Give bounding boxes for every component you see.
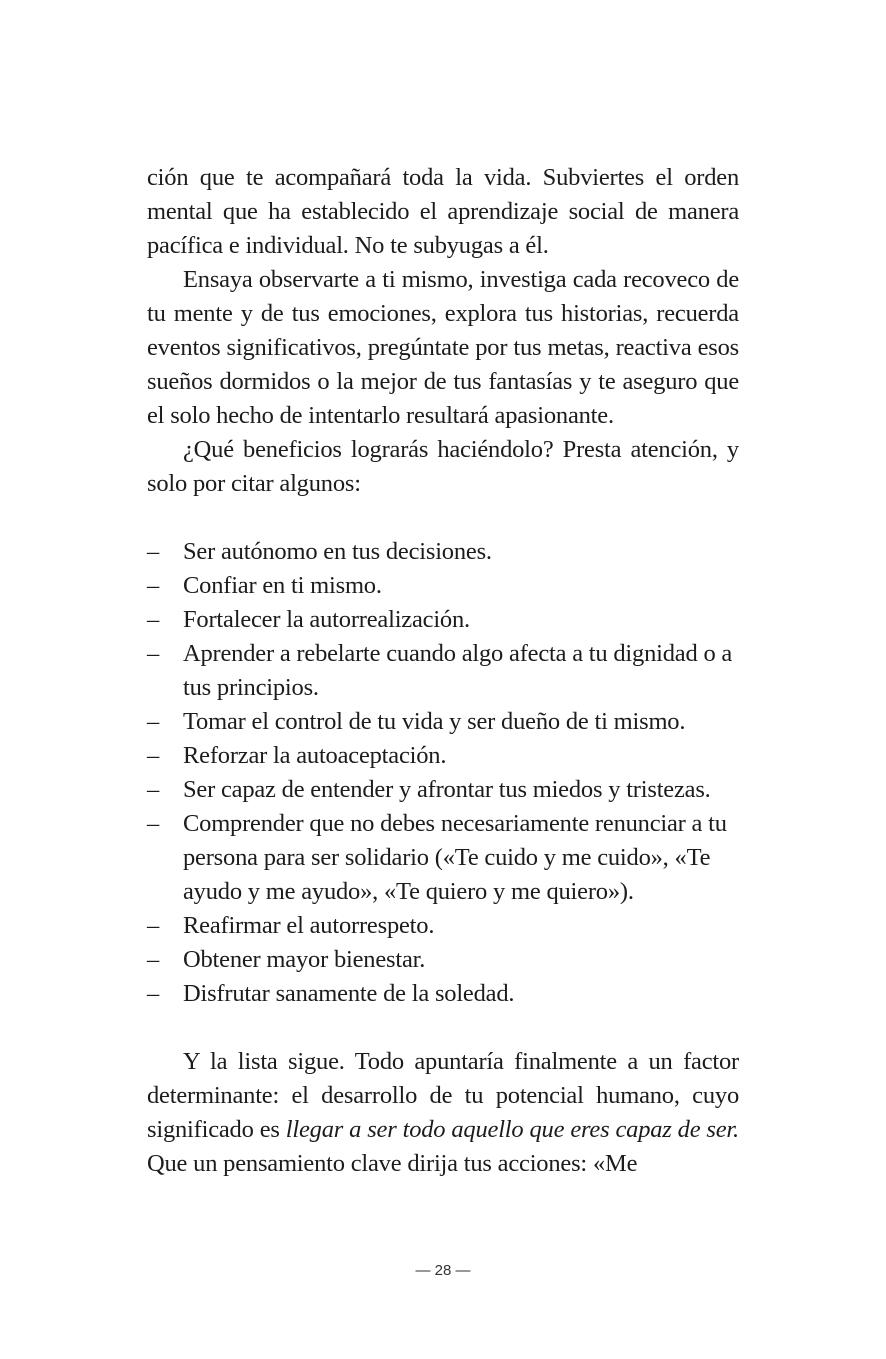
list-item-text: Comprender que no debes necesariamente renunciar a tu persona para ser solidario («Te cuido y me cuido», «Te ayudo y me ayudo», «Te quiero y me quiero»). <box>183 810 727 905</box>
paragraph-closing <box>147 1045 739 1181</box>
benefits-list <box>147 535 739 1011</box>
list-item <box>147 773 739 807</box>
list-item <box>147 807 739 909</box>
list-item <box>147 569 739 603</box>
list-item <box>147 943 739 977</box>
paragraph-self-observation: Ensaya observarte a ti mismo, investiga cada recoveco de tu mente y de tus emociones, explora tus historias, recuerda eventos significativos, pregúntate por tus metas, reactiva esos sueños dormidos o la mejor de tus fantasías y te aseguro que el solo hecho de intentarlo resultará apasionante. <box>147 266 739 429</box>
list-item-text: Reforzar la autoaceptación. <box>183 742 447 769</box>
list-item-text: Confiar en ti mismo. <box>183 572 382 599</box>
list-dash: – <box>147 980 160 1007</box>
list-dash: – <box>147 912 160 939</box>
list-item-text: Aprender a rebelarte cuando algo afecta a tu dignidad o a tus principios. <box>183 640 733 701</box>
paragraph-benefits-intro: ¿Qué beneficios lograrás haciéndolo? Presta atención, y solo por citar algunos: <box>147 436 739 497</box>
list-item-text: Reafirmar el autorrespeto. <box>183 912 435 939</box>
list-item-text: Ser autónomo en tus decisiones. <box>183 538 492 565</box>
list-item-text: Obtener mayor bienestar. <box>183 946 426 973</box>
page-body <box>147 161 739 1181</box>
list-item-text: Tomar el control de tu vida y ser dueño de ti mismo. <box>183 708 686 735</box>
list-dash: – <box>147 640 160 667</box>
list-item-text: Ser capaz de entender y afrontar tus miedos y tristezas. <box>183 776 711 803</box>
closing-italic-phrase: llegar a ser todo aquello que eres capaz de ser. <box>285 1116 739 1143</box>
list-dash: – <box>147 776 160 803</box>
list-item <box>147 637 739 705</box>
list-dash: – <box>147 946 160 973</box>
list-item <box>147 705 739 739</box>
closing-text-end: Que un pensamiento clave dirija tus acciones: «Me <box>147 1150 638 1177</box>
list-dash: – <box>147 572 160 599</box>
closing-text-start: Y la lista sigue. Todo apuntaría finalmente a un factor determinante: el desarrollo de tu potencial humano, cuyo significado es <box>147 1048 739 1143</box>
list-item-text: Disfrutar sanamente de la soledad. <box>183 980 515 1007</box>
list-item <box>147 535 739 569</box>
list-item <box>147 977 739 1011</box>
page-number: — 28 — <box>415 1262 471 1279</box>
list-item-text: Fortalecer la autorrealización. <box>183 606 470 633</box>
paragraph-continuation: ción que te acompañará toda la vida. Subviertes el orden mental que ha establecido el aprendizaje social de manera pacífica e individual. No te subyugas a él. <box>147 164 739 259</box>
list-dash: – <box>147 810 160 837</box>
list-dash: – <box>147 606 160 633</box>
list-dash: – <box>147 742 160 769</box>
list-item <box>147 739 739 773</box>
list-dash: – <box>147 538 160 565</box>
list-dash: – <box>147 708 160 735</box>
list-item <box>147 909 739 943</box>
list-item <box>147 603 739 637</box>
